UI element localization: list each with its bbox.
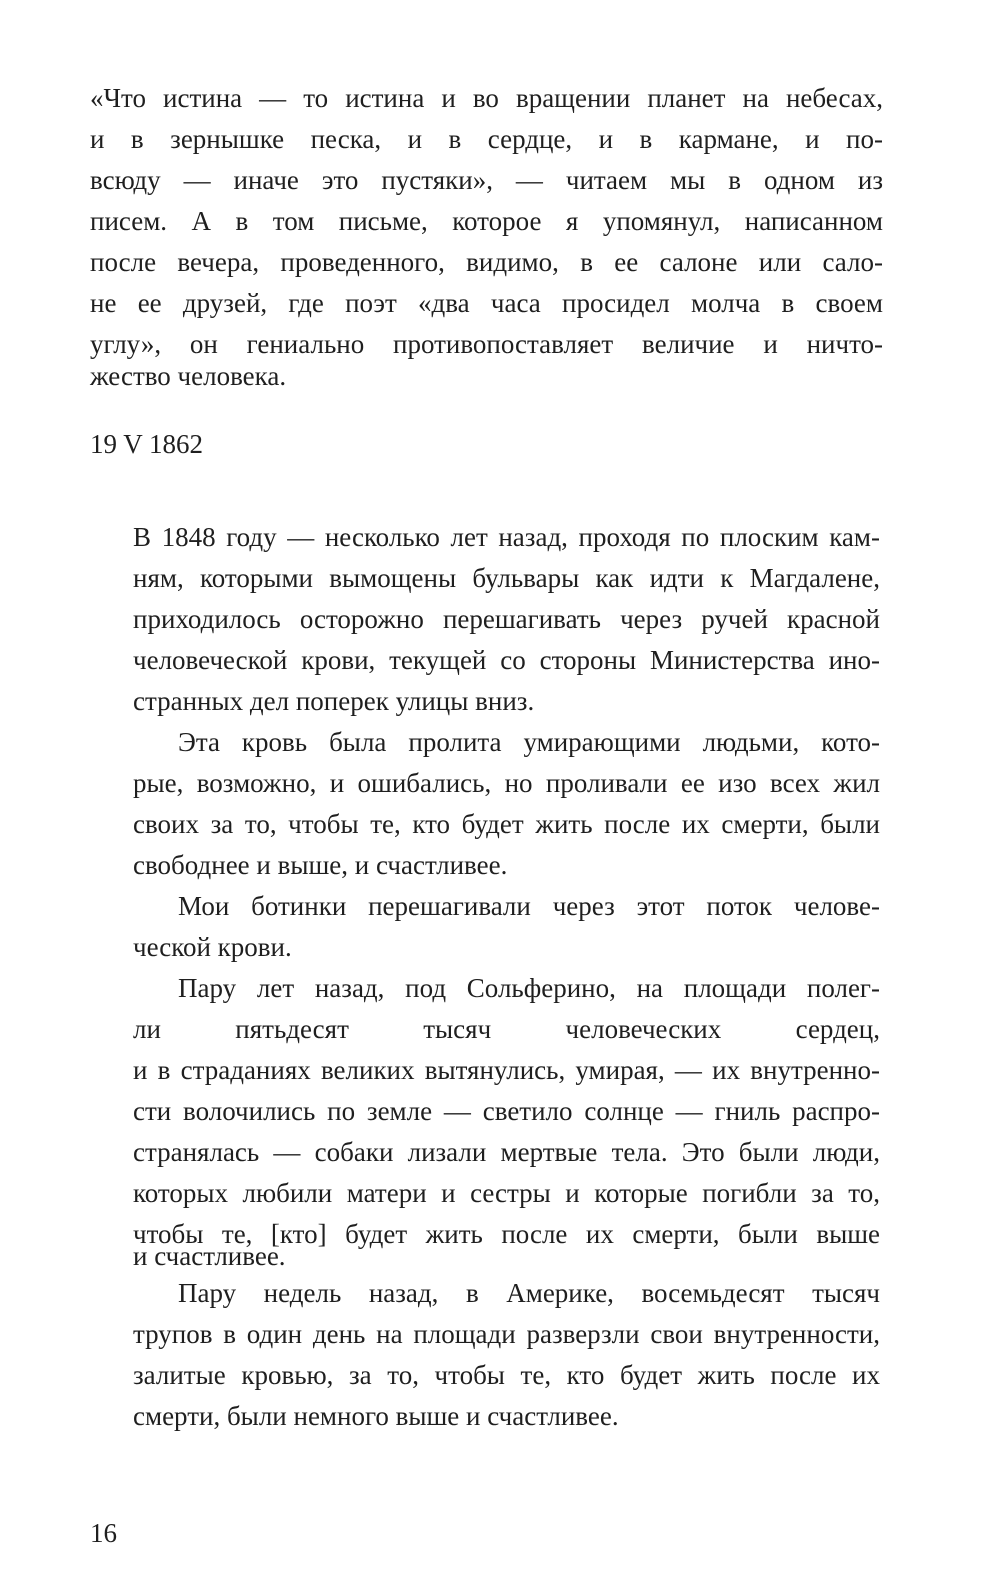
text-line: «Что истина — то истина и во вращении планет на небесах, — [90, 83, 883, 113]
text-line: и в зернышке песка, и в сердце, и в кармане, и по- — [90, 124, 883, 154]
text-line: странных дел поперек улицы вниз. — [133, 686, 535, 716]
text-line: залитые кровью, за то, чтобы те, кто будет жить после их — [133, 1360, 880, 1390]
text-line: ням, которыми вымощены бульвары как идти к Магдалене, — [133, 563, 880, 593]
text-line: своих за то, чтобы те, кто будет жить после их смерти, были — [133, 809, 880, 839]
text-line: ческой крови. — [133, 932, 292, 962]
text-line: свободнее и выше, и счастливее. — [133, 850, 508, 880]
text-line: сти волочились по земле — светило солнце — гниль распро- — [133, 1096, 880, 1126]
text-line: и счастливее. — [133, 1241, 286, 1271]
text-line: Пару недель назад, в Америке, восемьдесят тысяч — [178, 1278, 880, 1308]
text-line: писем. А в том письме, которое я упомянул, написанном — [90, 206, 883, 236]
entry-date: 19 V 1862 — [90, 429, 204, 459]
text-line: смерти, были немного выше и счастливее. — [133, 1401, 619, 1431]
text-line: В 1848 году — несколько лет назад, проходя по плоским кам- — [133, 522, 880, 552]
text-line: Пару лет назад, под Сольферино, на площади полег- — [178, 973, 880, 1003]
text-line: Эта кровь была пролита умирающими людьми, кото- — [178, 727, 880, 757]
text-line: трупов в один день на площади разверзли свои внутренности, — [133, 1319, 880, 1349]
text-line: которых любили матери и сестры и которые погибли за то, — [133, 1178, 880, 1208]
page-number: 16 — [90, 1518, 117, 1548]
text-line: рые, возможно, и ошибались, но проливали ее изо всех жил — [133, 768, 880, 798]
text-line: человеческой крови, текущей со стороны Министерства ино- — [133, 645, 880, 675]
text-line: Мои ботинки перешагивали через этот поток челове- — [178, 891, 880, 921]
text-line: после вечера, проведенного, видимо, в ее салоне или сало- — [90, 247, 883, 277]
text-line: углу», он гениально противопоставляет величие и ничто- — [90, 329, 883, 359]
text-line: всюду — иначе это пустяки», — читаем мы в одном из — [90, 165, 883, 195]
text-line: и в страданиях великих вытянулись, умирая, — их внутренно- — [133, 1055, 880, 1085]
text-line: не ее друзей, где поэт «два часа просидел молча в своем — [90, 288, 883, 318]
text-line: жество человека. — [90, 361, 287, 391]
text-line: странялась — собаки лизали мертвые тела. Это были люди, — [133, 1137, 880, 1167]
text-line: приходилось осторожно перешагивать через ручей красной — [133, 604, 880, 634]
text-line: ли пятьдесят тысяч человеческих сердец, — [133, 1014, 880, 1044]
text-line: чтобы те, [кто] будет жить после их смерти, были выше — [133, 1219, 880, 1249]
